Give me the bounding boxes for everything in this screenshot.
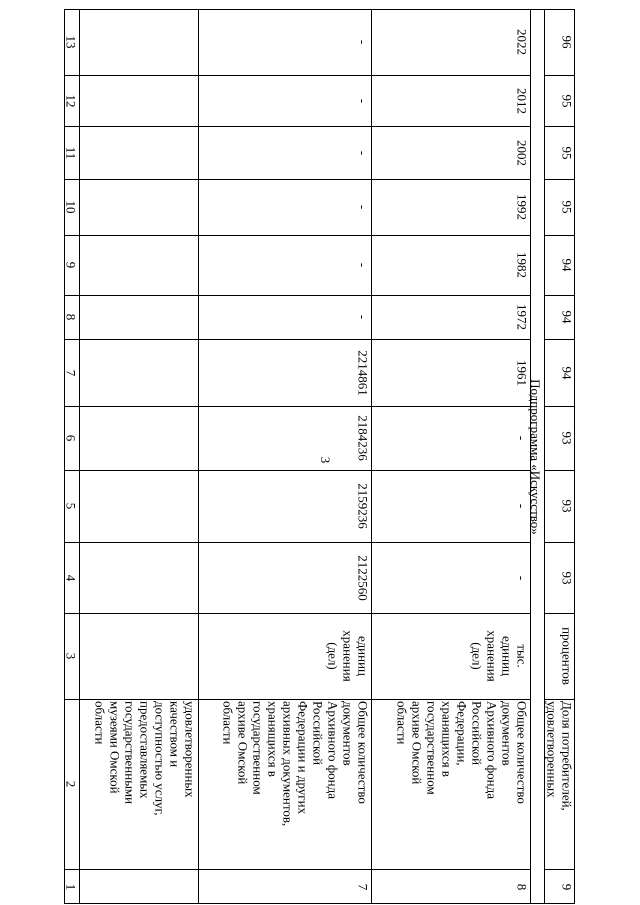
value-cell xyxy=(79,9,198,75)
indicator-name xyxy=(544,699,575,869)
column-number-3-text: 3 xyxy=(63,652,78,660)
column-number-11 xyxy=(64,126,79,179)
value-cell-text: - xyxy=(355,314,370,320)
column-number-8 xyxy=(64,295,79,339)
value-cell xyxy=(198,235,371,295)
value-cell-text xyxy=(80,128,197,177)
value-cell-text: - xyxy=(355,150,370,155)
value-cell-text: 1992 xyxy=(514,194,529,220)
value-cell-text: - xyxy=(355,39,370,45)
unit-cell xyxy=(79,613,198,699)
value-cell-text: 95 xyxy=(559,94,574,107)
column-number-6-text: 6 xyxy=(63,434,78,442)
value-cell xyxy=(544,126,575,179)
subprogram-title-text: Подпрограмма «Искусство» xyxy=(528,378,543,535)
column-number-2 xyxy=(64,699,79,869)
value-cell-text: 96 xyxy=(559,35,574,49)
column-number-4 xyxy=(64,542,79,613)
column-number-10-text: 10 xyxy=(63,200,78,214)
value-cell xyxy=(198,126,371,179)
column-number-10 xyxy=(64,179,79,235)
value-cell xyxy=(198,406,371,470)
column-number-2-text: 2 xyxy=(63,780,78,788)
column-number-13-text: 13 xyxy=(63,35,78,49)
value-cell-text: 2002 xyxy=(514,139,529,166)
column-number-9-text: 9 xyxy=(63,261,78,269)
value-cell xyxy=(198,339,371,406)
value-cell xyxy=(198,295,371,339)
column-number-3 xyxy=(64,613,79,699)
value-cell-text: - xyxy=(514,503,529,509)
column-number-1 xyxy=(64,869,79,904)
value-cell-text xyxy=(80,181,197,233)
value-cell xyxy=(198,75,371,126)
value-cell-text: 93 xyxy=(559,431,574,445)
value-cell xyxy=(79,179,198,235)
column-number-12 xyxy=(64,75,79,126)
value-cell xyxy=(198,470,371,542)
value-cell xyxy=(79,406,198,470)
value-cell xyxy=(544,75,575,126)
column-number-1-text: 1 xyxy=(63,883,78,890)
value-cell xyxy=(79,339,198,406)
value-cell-text xyxy=(80,341,197,404)
value-cell-text xyxy=(80,472,197,540)
value-cell-text: 2214861 xyxy=(355,349,370,396)
column-number-7 xyxy=(64,339,79,406)
column-number-11-text: 11 xyxy=(63,146,78,159)
column-number-8-text: 8 xyxy=(63,313,78,321)
value-cell xyxy=(371,235,530,295)
value-cell xyxy=(544,470,575,542)
row-number-text: 7 xyxy=(355,883,370,890)
unit-cell-text: процентов xyxy=(559,627,574,685)
value-cell-text: 93 xyxy=(559,499,574,513)
value-cell xyxy=(371,295,530,339)
value-cell-text: 1982 xyxy=(514,252,529,278)
row-number-text: 9 xyxy=(559,883,574,890)
document-table xyxy=(64,9,575,904)
value-cell-text: 2022 xyxy=(514,29,529,55)
value-cell-text: - xyxy=(514,575,529,580)
value-cell-text: 2122560 xyxy=(355,554,370,601)
unit-cell-text: единиц хранения (дел) xyxy=(325,630,370,682)
value-cell-text: 94 xyxy=(559,310,574,324)
value-cell xyxy=(544,179,575,235)
row-number-text xyxy=(80,871,197,902)
value-cell xyxy=(371,75,530,126)
value-cell xyxy=(371,126,530,179)
value-cell xyxy=(79,542,198,613)
value-cell-text xyxy=(80,77,197,124)
value-cell-text xyxy=(80,297,197,337)
value-cell xyxy=(544,295,575,339)
unit-cell xyxy=(371,613,530,699)
value-cell xyxy=(79,295,198,339)
value-cell xyxy=(198,542,371,613)
value-cell xyxy=(371,339,530,406)
value-cell xyxy=(198,179,371,235)
indicator-name-text: Общее количество документов Архивного фонда Российской Федерации и других архивных документов, хранящихся в государственном архиве Омской области xyxy=(220,701,370,827)
unit-cell-text: тыс. единиц хранения (дел) xyxy=(469,630,529,682)
value-cell xyxy=(371,179,530,235)
value-cell-text: - xyxy=(355,204,370,210)
value-cell xyxy=(79,235,198,295)
value-cell-text: 94 xyxy=(559,366,574,379)
value-cell-text: 2012 xyxy=(514,87,529,114)
page-number: 3 xyxy=(318,456,333,464)
column-number-5-text: 5 xyxy=(63,502,78,510)
value-cell xyxy=(371,406,530,470)
value-cell-text xyxy=(80,544,197,611)
value-cell xyxy=(79,126,198,179)
indicator-name-text: Общее количество документов Архивного фонда Российской Федерации, хранящихся в государственном архиве Омской области xyxy=(394,701,529,804)
value-cell xyxy=(544,542,575,613)
value-cell-text: 95 xyxy=(559,146,574,159)
column-number-13 xyxy=(64,9,79,75)
indicator-name xyxy=(79,699,198,869)
value-cell-text: 93 xyxy=(559,571,574,584)
value-cell xyxy=(544,9,575,75)
unit-cell xyxy=(544,613,575,699)
column-number-6 xyxy=(64,406,79,470)
indicator-name xyxy=(198,699,371,869)
value-cell xyxy=(79,75,198,126)
column-number-12-text: 12 xyxy=(63,94,78,107)
value-cell-text xyxy=(80,11,197,73)
value-cell-text xyxy=(80,237,197,293)
value-cell xyxy=(544,339,575,406)
indicator-name xyxy=(371,699,530,869)
value-cell-text: 1961 xyxy=(514,359,529,386)
indicator-name-text: Доля потребителей, удовлетворенных xyxy=(544,701,574,811)
row-number xyxy=(544,869,575,904)
unit-cell xyxy=(198,613,371,699)
indicator-name-text: удовлетворенных качеством и доступностью услуг, предоставляемых государственными музеями Омской области xyxy=(92,701,197,816)
subprogram-title xyxy=(530,9,544,904)
unit-cell-text xyxy=(80,615,197,697)
value-cell xyxy=(371,9,530,75)
row-number xyxy=(198,869,371,904)
value-cell xyxy=(544,406,575,470)
value-cell-text: - xyxy=(355,98,370,103)
column-number-4-text: 4 xyxy=(63,574,78,581)
value-cell xyxy=(198,9,371,75)
value-cell-text: 1972 xyxy=(514,304,529,330)
value-cell-text: 95 xyxy=(559,200,574,214)
row-number xyxy=(371,869,530,904)
value-cell-text: 94 xyxy=(559,258,574,272)
value-cell-text: - xyxy=(514,435,529,441)
value-cell xyxy=(544,235,575,295)
value-cell-text xyxy=(80,408,197,468)
column-number-9 xyxy=(64,235,79,295)
column-number-7-text: 7 xyxy=(63,369,78,376)
row-number-text: 8 xyxy=(514,883,529,890)
value-cell-text: - xyxy=(355,262,370,268)
value-cell xyxy=(371,542,530,613)
value-cell xyxy=(79,470,198,542)
value-cell-text: 2159236 xyxy=(355,483,370,529)
value-cell-text: 2184236 xyxy=(355,415,370,461)
column-number-5 xyxy=(64,470,79,542)
row-number xyxy=(79,869,198,904)
value-cell xyxy=(371,470,530,542)
